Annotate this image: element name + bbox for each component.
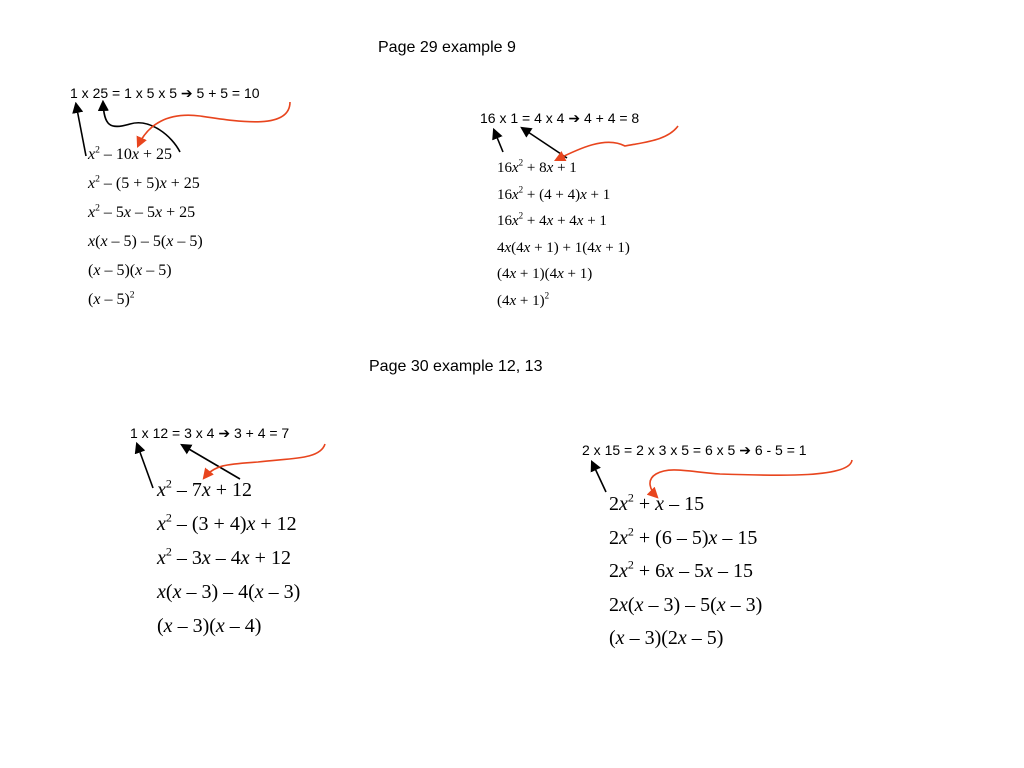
math-step: (x – 3)(x – 4) xyxy=(157,615,262,637)
arrow-a-middle xyxy=(103,102,180,152)
arrow-d-orange xyxy=(650,460,852,497)
math-step: $16x^2 + 4x + 4x + 1$ xyxy=(497,210,607,229)
section-title-page-29: Page 29 example 9 xyxy=(378,39,516,56)
arrow-c-middle xyxy=(182,445,240,479)
arrow-b-orange xyxy=(556,126,678,160)
example-header-a: 1 x 25 = 1 x 5 x 5 ➔ 5 + 5 = 10 xyxy=(70,85,260,101)
example-header-b: 16 x 1 = 4 x 4 ➔ 4 + 4 = 8 xyxy=(480,110,640,126)
arrow-d-left xyxy=(592,462,606,492)
math-step: $x^2 - 7x + 12$ xyxy=(157,476,253,501)
arrow-a-orange xyxy=(138,102,290,146)
math-step: x(x – 5) – 5(x – 5) xyxy=(88,233,203,250)
arrow-b-left xyxy=(494,130,503,152)
math-step: $2x^2 + x - 15$ xyxy=(609,490,705,515)
math-step: (x – 3)(2x – 5) xyxy=(609,627,724,649)
math-step: $x^2 - 3x - 4x + 12$ xyxy=(157,544,291,569)
math-step: x(x – 3) – 4(x – 3) xyxy=(157,581,301,603)
math-step: $(4x + 1)^2$ xyxy=(497,290,550,309)
math-step: $x^2 - 10x + 25$ xyxy=(88,144,173,163)
example-header-d: 2 x 15 = 2 x 3 x 5 = 6 x 5 ➔ 6 - 5 = 1 xyxy=(582,442,807,458)
math-step: (x – 5)(x – 5) xyxy=(88,262,172,279)
math-step: 2x(x – 3) – 5(x – 3) xyxy=(609,593,763,616)
math-step: $2x^2 + 6x - 5x - 15$ xyxy=(609,557,753,582)
math-step: $x^2 - (5 + 5)x + 25$ xyxy=(88,173,200,192)
arrow-b-middle xyxy=(522,128,567,158)
math-step: $x^2 - (3 + 4)x + 12$ xyxy=(157,510,297,535)
arrow-c-orange xyxy=(204,444,325,478)
math-step: $16x^2 + (4 + 4)x + 1$ xyxy=(497,184,611,203)
math-step: 4x(4x + 1) + 1(4x + 1) xyxy=(497,239,630,256)
math-step: (x – 5)$^2$ xyxy=(88,289,135,308)
arrow-a-left xyxy=(76,104,86,156)
example-header-c: 1 x 12 = 3 x 4 ➔ 3 + 4 = 7 xyxy=(130,425,290,441)
math-step: $16x^2 + 8x + 1$ xyxy=(497,157,577,176)
math-step: $2x^2 + (6 - 5)x - 15$ xyxy=(609,524,758,549)
math-step: (4x + 1)(4x + 1) xyxy=(497,266,593,282)
section-title-page-30: Page 30 example 12, 13 xyxy=(369,358,543,375)
arrow-c-left xyxy=(137,444,153,488)
math-step: $x^2 - 5x - 5x + 25$ xyxy=(88,202,196,221)
